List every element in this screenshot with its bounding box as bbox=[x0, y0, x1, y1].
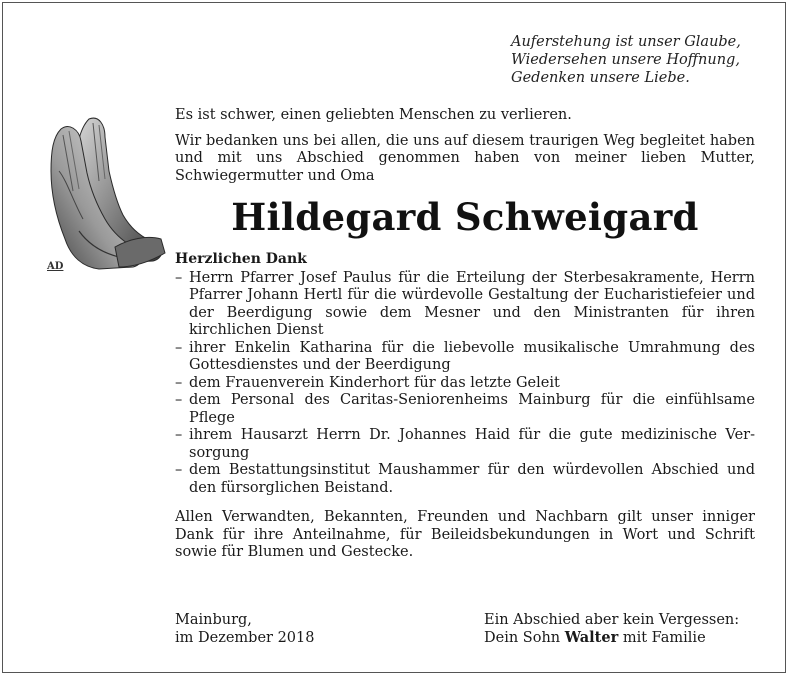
motto-line-2: Wiedersehen unsere Hoffnung, bbox=[511, 52, 740, 68]
intro-line: Es ist schwer, einen geliebten Menschen zu verlieren. bbox=[175, 107, 572, 123]
farewell-line: Ein Abschied aber kein Vergessen: bbox=[484, 612, 740, 628]
signature-block bbox=[484, 611, 739, 647]
motto bbox=[511, 33, 741, 87]
list-item: – Herrn Pfarrer Josef Paulus für die Erteilung der Sterbesakramente, Herrn Pfarrer Johann Hertl für die würdevolle Gestaltung der Eucharistiefeier und der Beerdigung sowie dem Mesner und den Ministranten für ihren kirchlichen Dienst bbox=[175, 270, 755, 340]
place: Mainburg, bbox=[175, 612, 252, 628]
signature-suffix: mit Familie bbox=[622, 630, 706, 646]
closing-paragraph: Allen Verwandten, Bekannten, Freunden und Nachbarn gilt unser inniger Dank für ihre Anteilnahme, für Beileidsbekundungen in Wort und Schrift sowie für Blumen und Gestecke. bbox=[175, 509, 755, 560]
list-item: – dem Frauenverein Kinderhort für das letzte Geleit bbox=[175, 375, 755, 393]
motto-line-1: Auferstehung ist unser Glaube, bbox=[511, 34, 741, 50]
intro-paragraph: Wir bedanken uns bei allen, die uns auf diesem traurigen Weg begleitet haben und mit uns Abschied genommen haben von meiner lieben Mutter, Schwiegermutter und Oma bbox=[175, 132, 755, 184]
signature-prefix: Dein Sohn bbox=[484, 630, 561, 646]
date: im Dezember 2018 bbox=[175, 630, 315, 646]
list-item: – dem Bestattungsinstitut Maushammer für den würdevollen Abschied und den fürsorglichen Beistand. bbox=[175, 462, 755, 497]
deceased-name: Hildegard Schweigard bbox=[231, 195, 699, 239]
main-text bbox=[175, 107, 755, 562]
signature-line bbox=[484, 629, 739, 647]
list-item: – dem Personal des Caritas-Seniorenheims Mainburg für die einfühlsame Pflege bbox=[175, 392, 755, 427]
place-date bbox=[175, 611, 314, 647]
thanks-list bbox=[175, 270, 755, 498]
obituary-card bbox=[2, 2, 786, 673]
motto-line-3: Gedenken unsere Liebe. bbox=[511, 70, 690, 86]
signature-name: Walter bbox=[564, 629, 619, 646]
list-item: – ihrem Hausarzt Herrn Dr. Johannes Haid für die gute medizinische Versorgung bbox=[175, 427, 755, 462]
list-item: – ihrer Enkelin Katharina für die liebevolle musikalische Umrahmung des Gottesdienstes und der Beerdigung bbox=[175, 340, 755, 375]
thanks-heading: Herzlichen Dank bbox=[175, 251, 307, 267]
praying-hands-icon bbox=[39, 111, 169, 273]
monogram: AD bbox=[47, 261, 64, 272]
